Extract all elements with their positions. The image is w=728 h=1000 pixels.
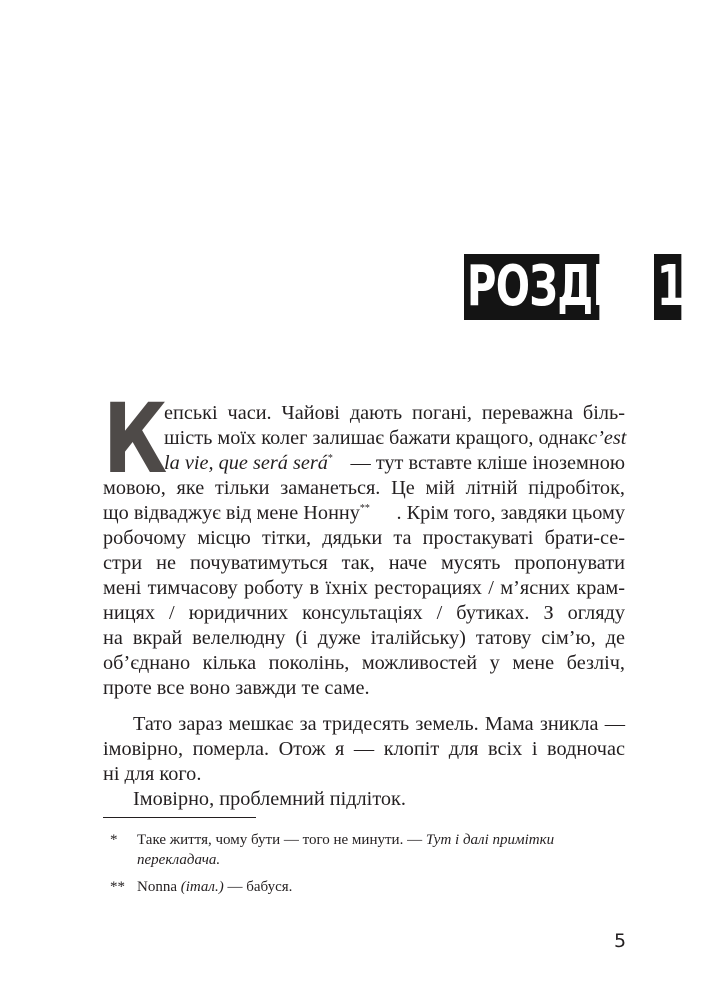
text-line-2: шість моїх колег залишає бажати кращого, однак c’est (164, 427, 627, 449)
text-line-4: мовою, яке тільки заманеться. Це мій літній підробіток, (103, 477, 625, 499)
text-line-7: стри не почуватимуться так, наче мусять пропонувати (103, 552, 625, 574)
text-line-12: проте все воно завжди те саме. (103, 677, 370, 699)
footnote-mark: * (110, 832, 118, 848)
text-line-11: об’єднано кілька поколінь, можливостей у мене безліч, (103, 652, 625, 674)
text-line-13: Тато зараз мешкає за тридесять земель. Мама зникла — (133, 713, 625, 735)
text-line-5: що відваджує від мене Нонну** . Крім того, завдяки цьому (103, 502, 625, 524)
text-line-3: la vie, que será será* — тут вставте кліше іноземною (164, 452, 625, 474)
text-line-10: на вкрай велелюдну (і дуже італійську) татову сім’ю, де (103, 627, 625, 649)
chapter-word: РОЗДІЛ (464, 254, 599, 320)
text-line-9: ницях / юридичних консультаціях / бутиках. З огляду (103, 602, 625, 624)
drop-cap: К (103, 383, 168, 495)
footnote-rule (103, 817, 256, 818)
text-line-6: робочому місцю тітки, дядьки та простакуваті брати-се- (103, 527, 625, 549)
text-line-15: ні для кого. (103, 763, 202, 785)
text-line-1: епські часи. Чайові дають погані, переважна біль- (164, 402, 625, 424)
text-line-16: Імовірно, проблемний підліток. (133, 788, 406, 810)
text-line-8: мені тимчасову роботу в їхніх ресторациях / м’ясних крам- (103, 577, 625, 599)
page-number: 5 (614, 930, 627, 952)
chapter-number: 1 (654, 254, 681, 320)
text-line-14: імовірно, померла. Отож я — клопіт для всіх і водночас (103, 738, 625, 760)
chapter-heading (464, 254, 685, 320)
footnote-mark: ** (110, 879, 125, 895)
